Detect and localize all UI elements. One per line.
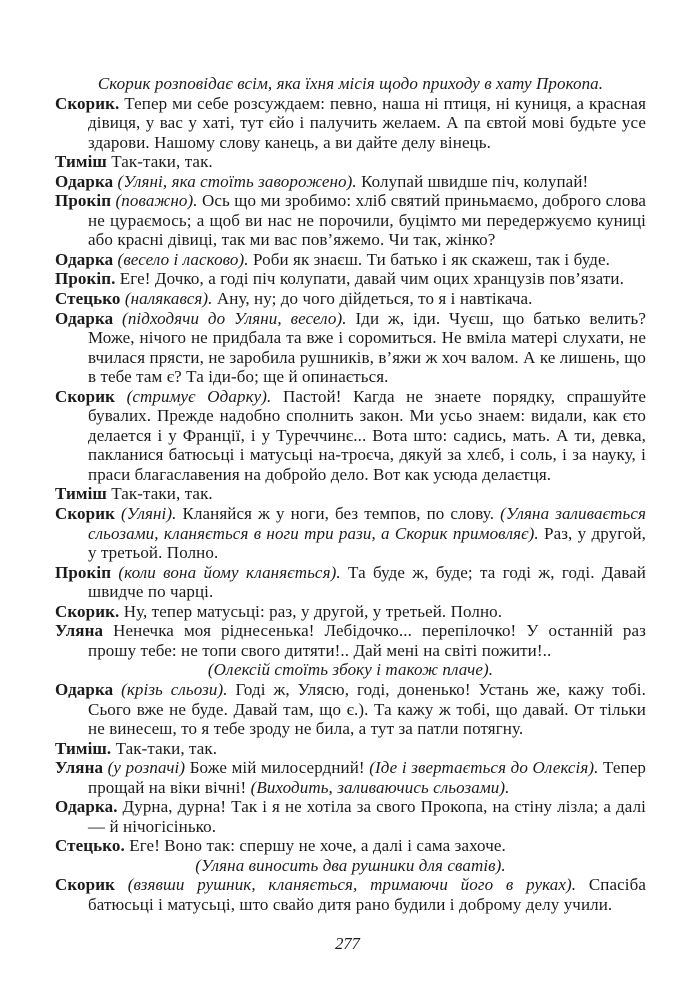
speaker-name: Прокіп — [55, 562, 112, 582]
speech-text: Еге! Воно так: спершу не хоче, а далі і сама захоче. — [124, 836, 506, 856]
stage-direction: (налякався). — [120, 289, 213, 309]
speaker-name: Прокіп. — [55, 269, 116, 289]
speech-paragraph — [55, 309, 646, 387]
speech-text: Ненечка моя ріднесенька! Лебідочко... перепілочко! У останній раз прошу тебе: не топи свого дитяти!.. Дай мені на світі пожити!.. — [88, 621, 646, 660]
stage-direction-line — [55, 660, 646, 680]
speaker-name: Скорик. — [55, 93, 120, 113]
speech-paragraph — [55, 758, 646, 797]
stage-direction: (поважно). — [111, 191, 198, 211]
speech-text: Ну, тепер матусьці: раз, у другой, у третьей. Полно. — [119, 601, 503, 621]
stage-direction: (Уляна заливається сльозами, кланяється в ноги три рази, а Скорик примовляє). — [88, 504, 646, 543]
speech-paragraph — [55, 484, 646, 504]
play-text — [55, 74, 646, 915]
stage-direction: (коли вона йому кланяється). — [111, 562, 341, 582]
speech-paragraph — [55, 191, 646, 250]
speech-paragraph — [55, 172, 646, 192]
speaker-name: Тиміш — [55, 484, 107, 504]
speech-paragraph — [55, 621, 646, 660]
stage-direction: (стримує Одарку). — [115, 386, 272, 406]
speech-paragraph — [55, 680, 646, 739]
speech-text: Спасіба батюсьці і матусьці, што свайо дитя рано будили і доброму делу учили. — [88, 875, 646, 914]
speaker-name: Тиміш — [55, 152, 107, 172]
speech-paragraph — [55, 563, 646, 602]
speaker-name: Одарка — [55, 679, 114, 699]
speaker-name: Скорик — [55, 875, 115, 895]
speech-text: Боже мій милосердний! — [185, 758, 370, 778]
stage-direction: (підходячи до Уляни, весело). — [113, 308, 347, 328]
speech-paragraph — [55, 836, 646, 856]
speaker-name: Тиміш. — [55, 738, 112, 758]
speech-text: Пастой! Кагда не знаете порядку, спрашуйте бувалих. Прежде надобно сполнить закон. Ми усьо знаем: видали, как єто делается і у Франції, і у Туреччинє... Вота што: садись, мать. А ти, девка, пакланися батюсьці і матусьці на-троєча, дякуй за хлєб, і соль, і за науку, і праси благаславения на добройо дело. Вот как усюда делаєтця. — [88, 386, 646, 484]
speech-text: Тепер прощай на віки вічні! — [88, 758, 646, 797]
speech-text: Тепер ми себе розсуждаем: певно, наша ні птиця, ні куниця, а красная дівиця, у вас у хаті, тут єйо і палучить желаем. А па євтой мові будьте усе здарови. Нашому слову канець, а ви дайте делу вінець. — [88, 93, 646, 152]
speech-text: Колупай швидше піч, колупай! — [356, 171, 589, 191]
speaker-name: Одарка — [55, 308, 114, 328]
speaker-name: Одарка — [55, 249, 114, 269]
stage-direction: (взявши рушник, кланяється, тримаючи його в руках). — [115, 875, 577, 895]
speaker-name: Прокіп — [55, 191, 112, 211]
speaker-name: Стецько. — [55, 836, 125, 856]
speech-text: Еге! Дочко, а годі піч колупати, давай чим оцих хранцузів пов’язати. — [115, 269, 624, 289]
stage-direction-line — [55, 856, 646, 876]
stage-direction: Скорик розповідає всім, яка їхня місія щодо приходу в хату Прокопа. — [97, 74, 604, 93]
speech-text: Роби як знаєш. Ти батько і як скажеш, так і буде. — [248, 249, 610, 269]
speaker-name: Уляна — [55, 758, 104, 778]
speech-text: Ось що ми зробимо: хліб святий приньмаємо, доброго слова не цураємось; а щоб ви нас не порочили, буцімто ми передержуємо куниці або красні дівиці, так ми вас пов’яжемо. Чи так, жінко? — [88, 191, 646, 250]
speech-paragraph — [55, 269, 646, 289]
speech-text: Дурна, дурна! Так і я не хотіла за свого Прокопа, на стіну лізла; а далі — й нічогісінько. — [88, 797, 646, 836]
speech-text: Раз, у другой, у третьой. Полно. — [88, 523, 646, 563]
speech-text: Та буде ж, буде; та годі ж, годі. Давай швидче по чарці. — [88, 562, 646, 602]
stage-direction: (Олексій стоїть збоку і також плаче). — [207, 660, 494, 680]
speech-text: Так-таки, так. — [106, 152, 213, 172]
stage-direction-line — [55, 74, 646, 94]
stage-direction: (Уляні). — [115, 504, 177, 524]
stage-direction: (крізь сльози). — [113, 679, 228, 699]
speech-text: Іди ж, іди. Чуєш, що батько велить? Може, нічого не придбала та вже і соромиться. Не вміла матері слухати, не вчилася прясти, не заробила рушників, в’яжи ж хоч валом. А ке лишень, що в тебе там є? Та іди-бо; ще й опинається. — [88, 308, 646, 387]
speech-text: Кланяйся ж у ноги, без темпов, по слову. — [176, 504, 501, 524]
speech-paragraph — [55, 875, 646, 914]
speech-paragraph — [55, 250, 646, 270]
stage-direction: (Виходить, заливаючись сльозами). — [250, 777, 510, 797]
stage-direction: (весело і ласково). — [113, 249, 249, 269]
speech-paragraph — [55, 289, 646, 309]
speech-text: Так-таки, так. — [111, 738, 218, 758]
speaker-name: Скорик. — [55, 601, 120, 621]
speech-paragraph — [55, 797, 646, 836]
speech-paragraph — [55, 504, 646, 563]
speaker-name: Скорик — [55, 504, 115, 524]
speech-text: Годі ж, Улясю, годі, доненько! Устань же, кажу тобі. Сього вже не буде. Давай там, що є.). Та кажу ж тобі, що давай. От тільки не винесеш, то я тебе зроду не била, а тут за патли потягну. — [88, 679, 646, 739]
page-number: 277 — [335, 934, 360, 953]
speech-paragraph — [55, 387, 646, 485]
speaker-name: Уляна — [55, 621, 104, 641]
speaker-name: Стецько — [55, 289, 121, 309]
speech-paragraph — [55, 602, 646, 622]
speech-paragraph — [55, 152, 646, 172]
speaker-name: Одарка. — [55, 797, 118, 817]
stage-direction: (Уляна виносить два рушники для сватів). — [195, 855, 506, 875]
stage-direction: (Іде і звертається до Олексія). — [369, 758, 599, 778]
speaker-name: Одарка — [55, 171, 114, 191]
speech-text: Ану, ну; до чого дійдеться, то я і навтікача. — [212, 289, 533, 309]
speech-paragraph — [55, 739, 646, 759]
stage-direction: (у розпачі) — [103, 758, 186, 778]
speaker-name: Скорик — [55, 386, 115, 406]
speech-paragraph — [55, 94, 646, 153]
stage-direction: (Уляні, яка стоїть заворожено). — [113, 171, 357, 191]
speech-text: Так-таки, так. — [106, 484, 213, 504]
